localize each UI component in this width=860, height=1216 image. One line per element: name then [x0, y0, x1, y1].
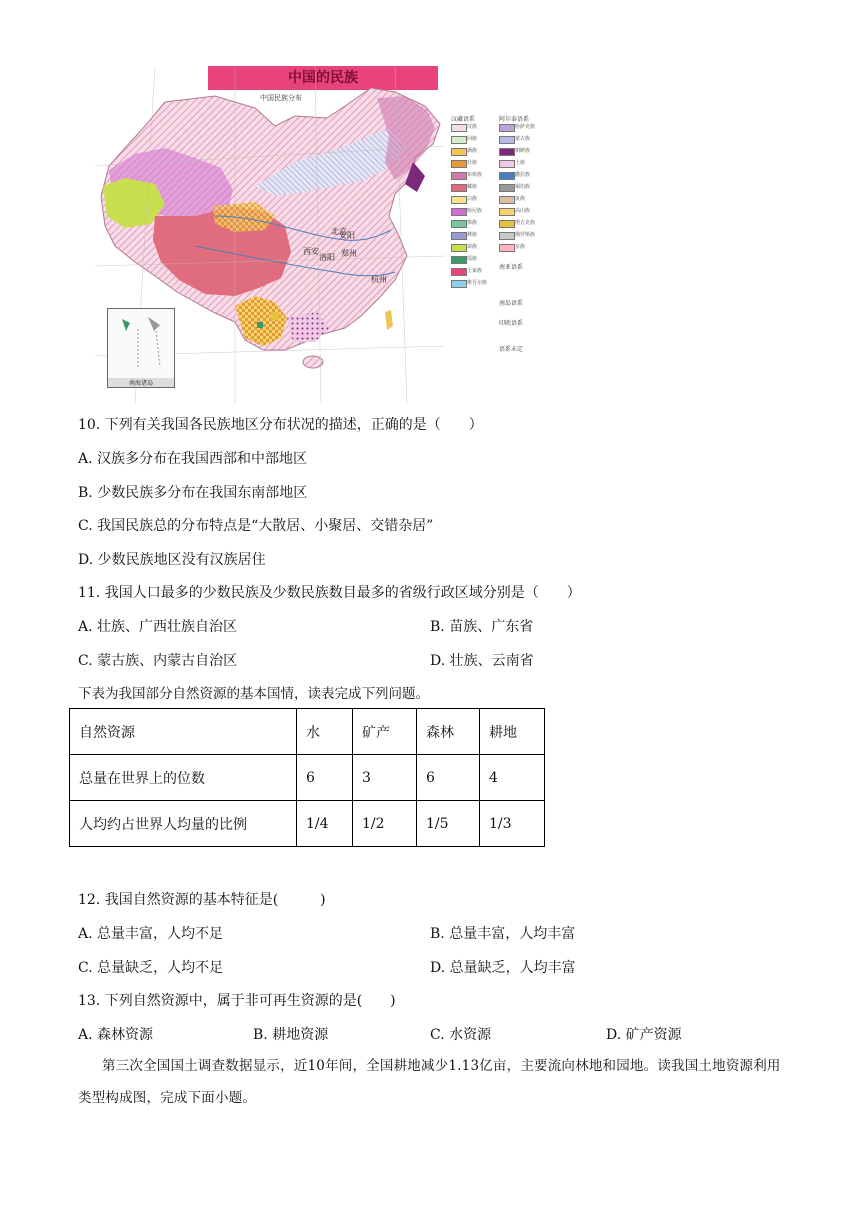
question-12-option-a[interactable]: A. 总量丰富，人均不足 [78, 926, 224, 942]
legend-item [499, 196, 543, 202]
south-china-sea-inset [107, 308, 175, 388]
legend-swatch [451, 268, 467, 276]
legend-label: 布依族 [467, 172, 483, 178]
legend-label: 蒙古族 [515, 136, 531, 142]
legend-item [499, 148, 543, 154]
legend-swatch [451, 256, 467, 264]
ethnic-map-figure [95, 66, 545, 404]
table-header-cell: 耕地 [480, 709, 545, 755]
question-12-option-c[interactable]: C. 总量缺乏，人均不足 [78, 960, 224, 976]
legend-swatch [499, 220, 515, 228]
question-13-option-b[interactable]: B. 耕地资源 [253, 1027, 329, 1043]
city-label: 北京 [331, 227, 347, 236]
table-cell: 6 [417, 755, 480, 801]
table-row [70, 755, 545, 801]
legend-item [451, 220, 495, 226]
legend-label: 藏族 [467, 184, 478, 190]
legend-heading: 南亚语系 [499, 264, 524, 271]
table-row [70, 801, 545, 847]
legend-swatch [499, 148, 515, 156]
legend-item [499, 232, 543, 238]
legend-label: 哈尼族 [467, 208, 483, 214]
legend-swatch [499, 136, 515, 144]
legend-item [451, 184, 495, 190]
legend-swatch [451, 136, 467, 144]
city-label: 西安 [303, 247, 319, 256]
table-cell: 3 [353, 755, 417, 801]
legend-label: 塔吉克族 [515, 220, 536, 226]
legend-item [499, 172, 543, 178]
legend-swatch [499, 232, 515, 240]
legend-item [451, 160, 495, 166]
legend-label: 壮族 [467, 160, 478, 166]
city-label: 安阳 [339, 231, 355, 240]
taiwan-island [385, 310, 393, 330]
question-12-option-b[interactable]: B. 总量丰富，人均丰富 [430, 926, 576, 942]
question-11-option-a[interactable]: A. 壮族、广西壮族自治区 [78, 619, 238, 635]
legend-item [499, 184, 543, 190]
land-survey-paragraph: 第三次全国国土调查数据显示，近10年间，全国耕地减少1.13亿亩，主要流向林地和园地。读我国土地资源利用类型构成图，完成下面小题。 [78, 1058, 781, 1106]
legend-item [451, 196, 495, 202]
question-13-option-c[interactable]: C. 水资源 [430, 1027, 492, 1043]
legend-label: 苗族 [467, 244, 478, 250]
legend-item [451, 208, 495, 214]
legend-label: 彝族 [467, 232, 478, 238]
city-label: 洛阳 [319, 253, 335, 262]
legend-label: 锡伯族 [515, 184, 531, 190]
legend-swatch [451, 124, 467, 132]
legend-swatch [451, 280, 467, 288]
legend-item [499, 160, 543, 166]
table-header-cell: 矿产 [353, 709, 417, 755]
legend-swatch [499, 196, 515, 204]
legend-swatch [451, 196, 467, 204]
legend-label: 京族 [515, 244, 526, 250]
legend-swatch [499, 208, 515, 216]
legend-item [451, 148, 495, 154]
inset-label: 南海诸岛 [108, 378, 174, 387]
legend-label: 哈萨克族 [515, 124, 536, 130]
legend-label: 维吾尔族 [467, 280, 488, 286]
legend-item [499, 220, 543, 226]
legend-label: 朝鲜族 [515, 148, 531, 154]
question-10-option-a[interactable]: A. 汉族多分布在我国西部和中部地区 [78, 451, 308, 467]
question-10-option-d[interactable]: D. 少数民族地区没有汉族居住 [78, 552, 266, 568]
legend-swatch [451, 232, 467, 240]
legend-label: 高山族 [515, 208, 531, 214]
city-label: 杭州 [371, 275, 387, 284]
legend-swatch [451, 148, 467, 156]
legend-swatch [499, 124, 515, 132]
map-subtitle: 中国民族分布 [260, 94, 302, 102]
legend-heading: 语系未定 [499, 346, 524, 353]
legend-item [499, 208, 543, 214]
question-12-option-d[interactable]: D. 总量缺乏，人均丰富 [430, 960, 576, 976]
legend-label: 汉族 [467, 124, 478, 130]
legend-item [451, 268, 495, 274]
table-cell: 1/5 [417, 801, 480, 847]
legend-swatch [451, 172, 467, 180]
legend-item [451, 136, 495, 142]
table-cell: 4 [480, 755, 545, 801]
question-10-stem: 10. 下列有关我国各民族地区分布状况的描述，正确的是（ ） [78, 417, 483, 433]
legend-heading: 印欧语系 [499, 320, 524, 327]
legend-label: 撒拉族 [515, 172, 531, 178]
legend-swatch [499, 244, 515, 252]
legend-heading: 汉藏语系 [451, 116, 476, 123]
legend-item [451, 232, 495, 238]
legend-swatch [499, 184, 515, 192]
natural-resources-table [69, 708, 545, 847]
question-10-option-c[interactable]: C. 我国民族总的分布特点是“大散居、小聚居、交错杂居” [78, 518, 434, 534]
legend-heading: 南岛语系 [499, 300, 524, 307]
legend-item [499, 124, 543, 130]
table-intro: 下表为我国部分自然资源的基本国情，读表完成下列问题。 [78, 686, 429, 702]
city-label: 郑州 [341, 249, 357, 258]
legend-label: 回族 [467, 136, 478, 142]
table-cell: 人均约占世界人均量的比例 [70, 801, 297, 847]
question-11-option-c[interactable]: C. 蒙古族、内蒙古自治区 [78, 653, 238, 669]
question-12-stem: 12. 我国自然资源的基本特征是( ) [78, 892, 326, 908]
legend-swatch [451, 184, 467, 192]
legend-item [451, 256, 495, 262]
legend-swatch [499, 172, 515, 180]
question-13-stem: 13. 下列自然资源中，属于非可再生资源的是( ) [78, 993, 396, 1009]
legend-label: 白族 [467, 196, 478, 202]
map-title: 中国的民族 [288, 70, 358, 86]
legend-label: 土家族 [467, 268, 483, 274]
table-cell: 1/2 [353, 801, 417, 847]
table-cell: 1/3 [480, 801, 545, 847]
legend-heading: 阿尔泰语系 [499, 116, 530, 123]
legend-swatch [451, 160, 467, 168]
legend-item [451, 172, 495, 178]
legend-item [451, 124, 495, 130]
legend-swatch [499, 160, 515, 168]
table-header-cell: 自然资源 [70, 709, 297, 755]
table-cell: 1/4 [297, 801, 353, 847]
question-11-stem: 11. 我国人口最多的少数民族及少数民族数目最多的省级行政区域分别是（ ） [78, 585, 581, 601]
question-11-option-d[interactable]: D. 壮族、云南省 [430, 653, 534, 669]
question-13-option-d[interactable]: D. 矿产资源 [606, 1027, 682, 1043]
question-11-option-b[interactable]: B. 苗族、广东省 [430, 619, 534, 635]
table-cell: 6 [297, 755, 353, 801]
legend-item [451, 244, 495, 250]
table-header-cell: 森林 [417, 709, 480, 755]
legend-swatch [451, 244, 467, 252]
legend-label: 佤族 [515, 196, 526, 202]
legend-label: 俄罗斯族 [515, 232, 536, 238]
legend-item [499, 244, 543, 250]
legend-item [499, 136, 543, 142]
question-13-option-a[interactable]: A. 森林资源 [78, 1027, 154, 1043]
legend-label: 土族 [515, 160, 526, 166]
legend-swatch [451, 220, 467, 228]
question-10-option-b[interactable]: B. 少数民族多分布在我国东南部地区 [78, 485, 308, 501]
table-cell: 总量在世界上的位数 [70, 755, 297, 801]
legend-label: 傣族 [467, 220, 478, 226]
table-header-cell: 水 [297, 709, 353, 755]
legend-swatch [451, 208, 467, 216]
table-header-row [70, 709, 545, 755]
legend-label: 满族 [467, 148, 478, 154]
legend-item [451, 280, 495, 286]
legend-label: 瑶族 [467, 256, 478, 262]
